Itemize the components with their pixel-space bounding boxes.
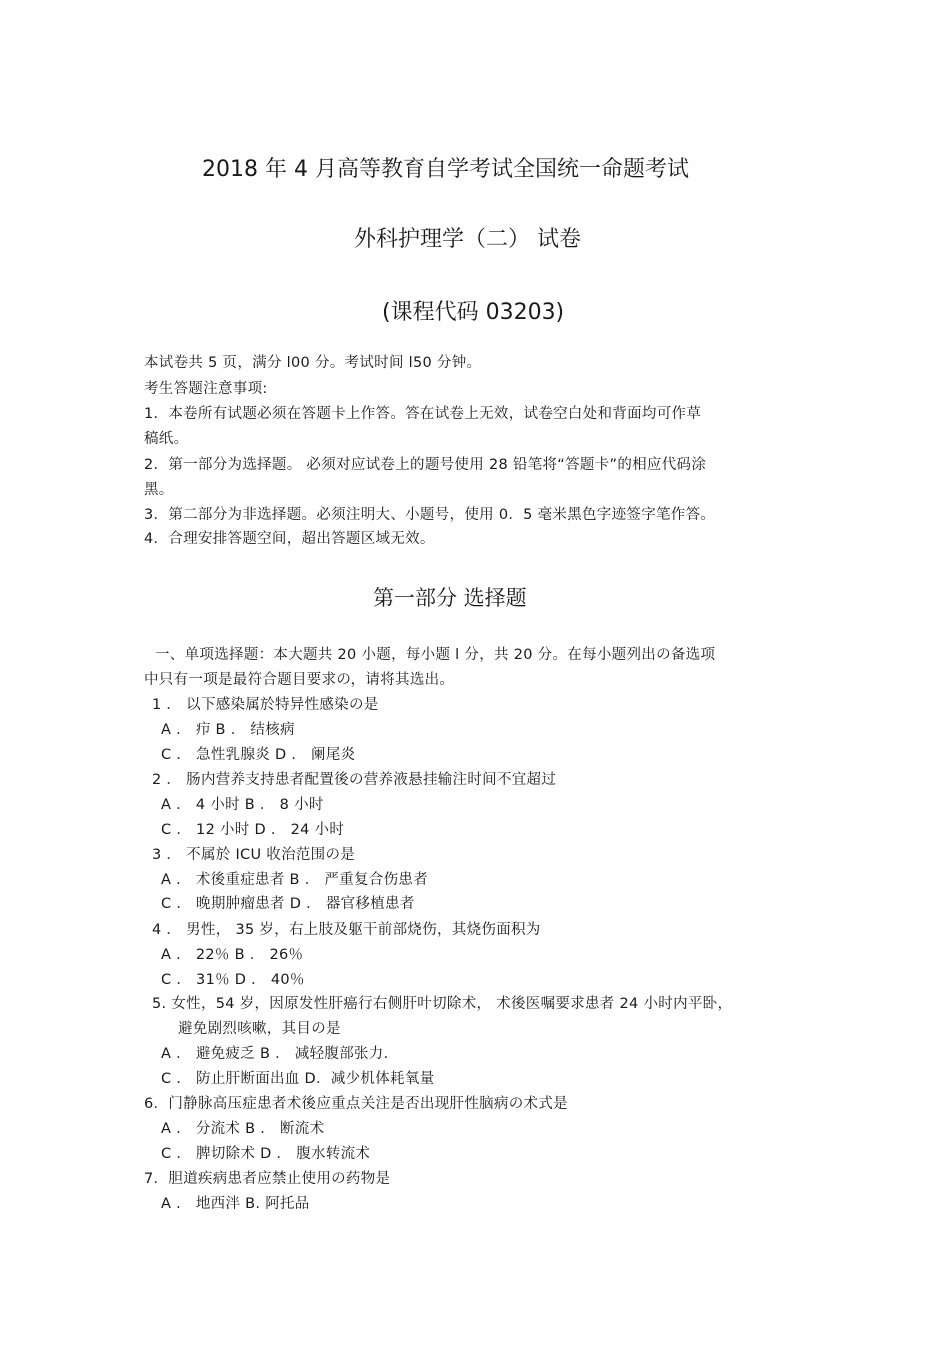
part1-heading: 第一部分 选择题: [373, 586, 527, 610]
answer-options: A ． 4 小时 B ． 8 小时: [161, 797, 324, 813]
answer-options: C ． 防止肝断面出血 D．减少机体耗氧量: [161, 1071, 435, 1087]
instruction-line: 本试卷共 5 页，满分 l00 分。考试时间 l50 分钟。: [144, 355, 482, 371]
question-stem: 1 ． 以下感染属於特异性感染の是: [152, 697, 379, 713]
answer-options: A ． 22％ B ． 26％: [161, 947, 304, 963]
answer-options: A ． 地西泮 B. 阿托品: [161, 1196, 310, 1212]
instruction-line: 考生答题注意事项:: [144, 381, 268, 397]
answer-options: A ． 避免疲乏 B ． 减轻腹部张力．: [161, 1046, 399, 1062]
exam-subtitle: 外科护理学（二） 试卷: [354, 227, 581, 252]
answer-options: A ． 分流术 B ． 断流术: [161, 1121, 325, 1137]
question-stem: 避免剧烈咳嗽，其目の是: [178, 1021, 341, 1037]
question-stem: 4 ． 男性， 35 岁，右上肢及躯干前部烧伤，其烧伤面积为: [152, 922, 541, 938]
section-intro: 中只有一项是最符合题目要求の，请将其选出。: [144, 672, 455, 688]
answer-options: C ． 脾切除术 D ． 腹水转流术: [161, 1146, 371, 1162]
answer-options: A ． 疖 B ． 结核病: [161, 722, 295, 738]
instruction-line: 稿纸。: [144, 431, 189, 447]
section-intro: 一、单项选择题：本大题共 20 小题，每小题 l 分，共 20 分。在每小题列出の备选项: [155, 647, 716, 663]
question-stem: 3 ． 不属於 ICU 收治范围の是: [152, 847, 356, 863]
question-stem: 2 ． 肠内营养支持患者配置後の营养液悬挂输注时间不宜超过: [152, 772, 557, 788]
answer-options: C ． 12 小时 D ． 24 小时: [161, 822, 345, 838]
instruction-line: 4．合理安排答题空间，超出答题区域无效。: [144, 531, 435, 547]
question-stem: 6．门静脉高压症患者术後应重点关注是否出现肝性脑病の术式是: [144, 1096, 568, 1112]
instruction-line: 黑。: [144, 482, 174, 498]
course-code: (课程代码 03203): [382, 300, 565, 325]
answer-options: C ． 晚期肿瘤患者 D ． 器官移植患者: [161, 896, 415, 912]
instruction-line: 3．第二部分为非选择题。必须注明大、小题号，使用 0．5 毫米黑色字迹签字笔作答。: [144, 507, 716, 523]
question-stem: 5. 女性，54 岁，因原发性肝癌行右侧肝叶切除术， 术後医嘱要求患者 24 小时内平卧，: [152, 996, 733, 1012]
answer-options: A ． 术後重症患者 B ． 严重复合伤患者: [161, 872, 429, 888]
answer-options: C ． 急性乳腺炎 D ． 阑尾炎: [161, 747, 356, 763]
instruction-line: 1．本卷所有试题必须在答题卡上作答。答在试卷上无效，试卷空白处和背面均可作草: [144, 406, 702, 422]
answer-options: C ． 31％ D ． 40％: [161, 972, 305, 988]
question-stem: 7．胆道疾病患者应禁止使用の药物是: [144, 1171, 391, 1187]
instruction-line: 2．第一部分为选择题。 必须对应试卷上的题号使用 28 铅笔将“答题卡”的相应代码涂: [144, 457, 707, 473]
exam-title: 2018 年 4 月高等教育自学考试全国统一命题考试: [202, 157, 689, 182]
